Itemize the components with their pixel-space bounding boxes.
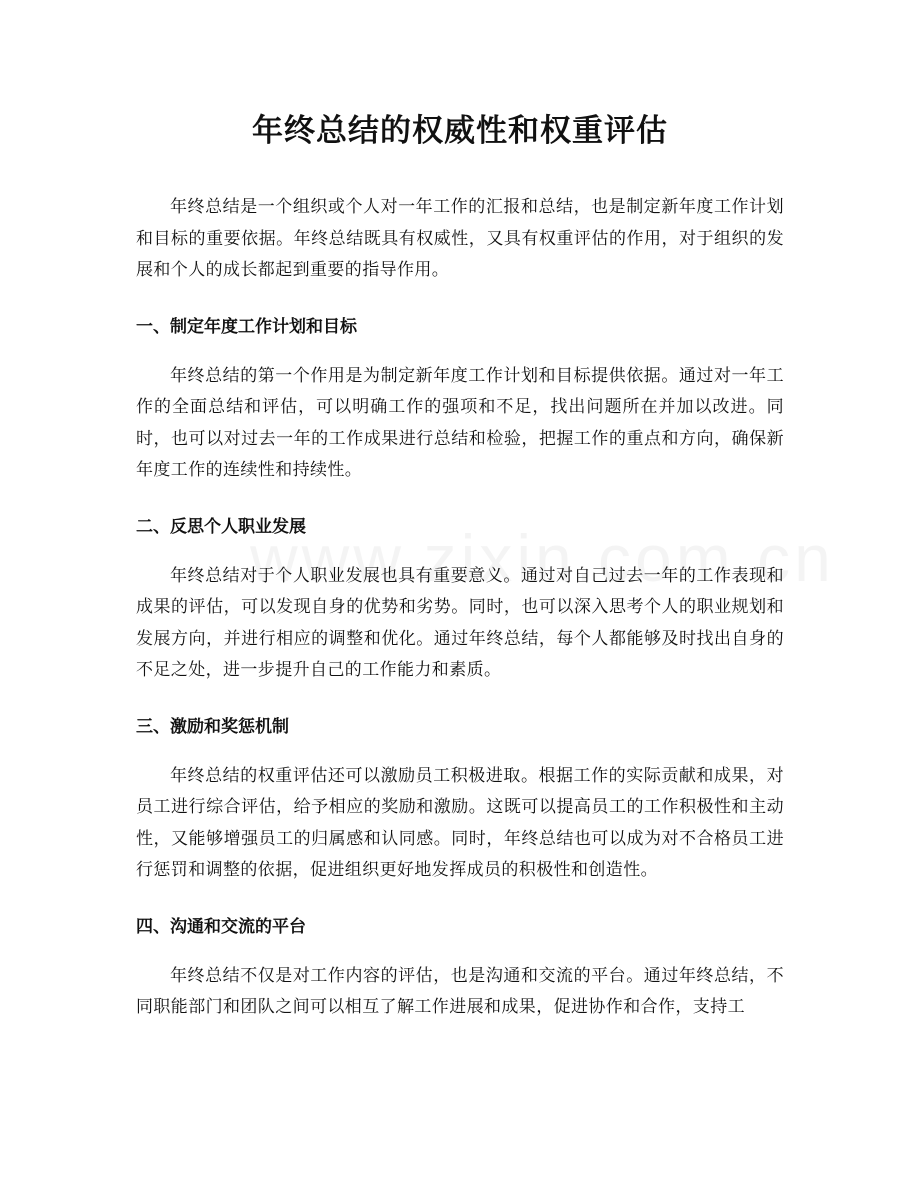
intro-paragraph: 年终总结是一个组织或个人对一年工作的汇报和总结，也是制定新年度工作计划和目标的重要依据。年终总结既具有权威性，又具有权重评估的作用，对于组织的发展和个人的成长都起到重要的指导作用。 xyxy=(136,197,784,280)
section-heading-3: 三、激励和奖惩机制 xyxy=(136,716,289,737)
section-body-2: 年终总结对于个人职业发展也具有重要意义。通过对自己过去一年的工作表现和成果的评估，可以发现自身的优势和劣势。同时，也可以深入思考个人的职业规划和发展方向，并进行相应的调整和优化。通过年终总结，每个人都能够及时找出自身的不足之处，进一步提升自己的工作能力和素质。 xyxy=(136,565,784,680)
section-body-4: 年终总结不仅是对工作内容的评估，也是沟通和交流的平台。通过年终总结，不同职能部门和团队之间可以相互了解工作进展和成果，促进协作和合作，支持工 xyxy=(136,965,784,1017)
page-title: 年终总结的权威性和权重评估 xyxy=(252,113,668,149)
section-heading-2: 二、反思个人职业发展 xyxy=(136,516,306,537)
section-heading-1: 一、制定年度工作计划和目标 xyxy=(136,316,357,337)
section-body-1: 年终总结的第一个作用是为制定新年度工作计划和目标提供依据。通过对一年工作的全面总结和评估，可以明确工作的强项和不足，找出问题所在并加以改进。同时，也可以对过去一年的工作成果进行总结和检验，把握工作的重点和方向，确保新年度工作的连续性和持续性。 xyxy=(136,365,784,480)
section-body-3: 年终总结的权重评估还可以激励员工积极进取。根据工作的实际贡献和成果，对员工进行综合评估，给予相应的奖励和激励。这既可以提高员工的工作积极性和主动性，又能够增强员工的归属感和认同感。同时，年终总结也可以成为对不合格员工进行惩罚和调整的依据，促进组织更好地发挥成员的积极性和创造性。 xyxy=(136,765,784,880)
section-heading-4: 四、沟通和交流的平台 xyxy=(136,916,306,937)
